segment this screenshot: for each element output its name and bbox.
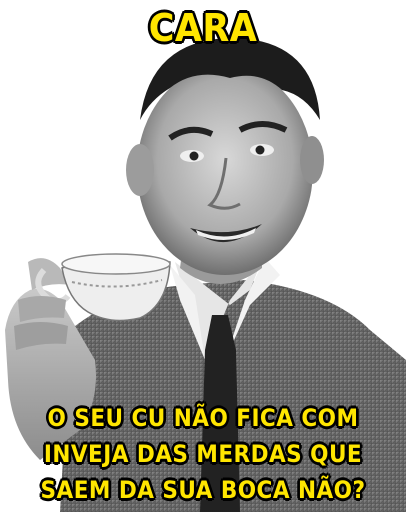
bottom-caption-line-3: SAEM DA SUA BOCA NÃO? [40, 476, 366, 504]
top-caption: CARA [148, 6, 258, 50]
bottom-caption [20, 400, 385, 508]
bottom-caption-line-1: O SEU CU NÃO FICA COM [47, 404, 359, 432]
bottom-caption-line-2: INVEJA DAS MERDAS QUE [43, 440, 363, 468]
